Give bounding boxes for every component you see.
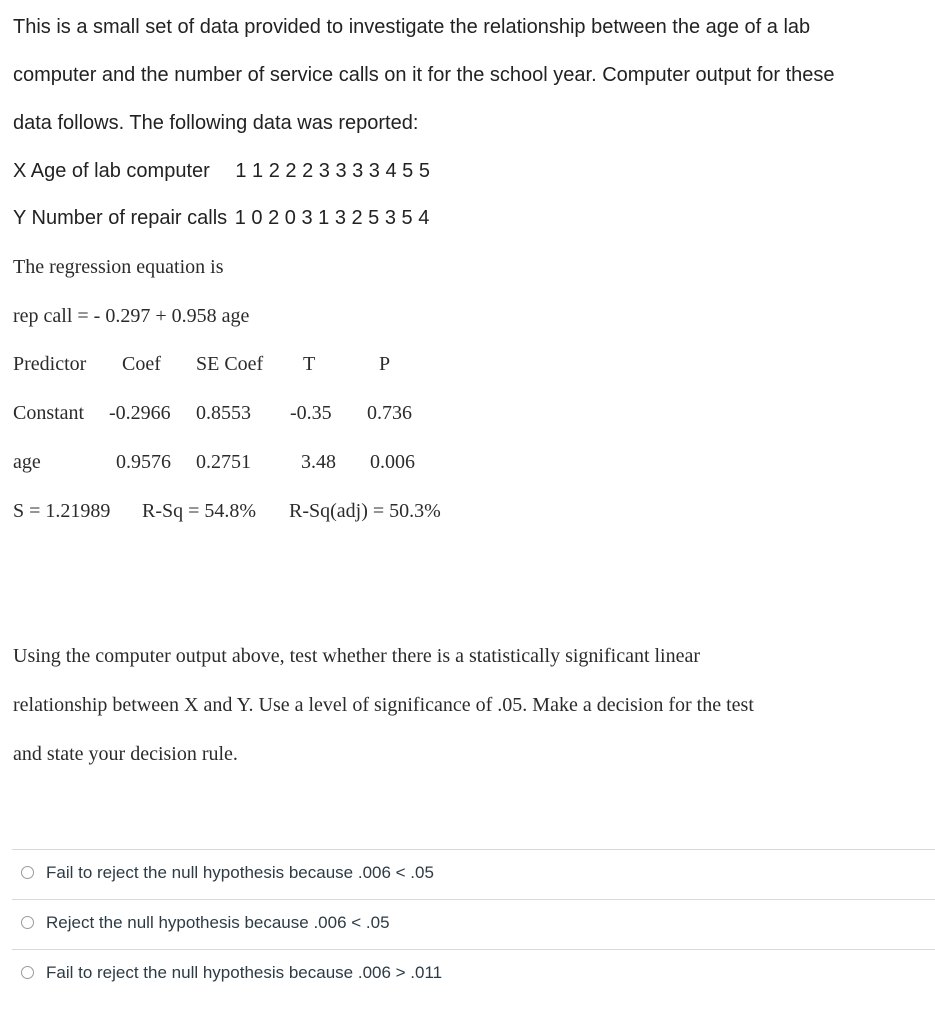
table-row-age-coef: 0.9576 bbox=[116, 451, 171, 473]
x-values: 1 1 2 2 2 3 3 3 3 4 5 5 bbox=[235, 160, 430, 182]
y-data-row bbox=[13, 207, 429, 230]
x-data-row bbox=[13, 160, 430, 183]
intro-line-2: computer and the number of service calls on it for the school year. Computer output for these bbox=[13, 64, 835, 86]
answer-option-3[interactable] bbox=[12, 949, 935, 998]
intro-line-1: This is a small set of data provided to investigate the relationship between the age of a lab bbox=[13, 16, 811, 38]
table-row-constant-predictor: Constant bbox=[13, 402, 85, 424]
answer-option-2[interactable] bbox=[12, 899, 935, 948]
question-line-1: Using the computer output above, test whether there is a statistically significant linear bbox=[13, 645, 701, 667]
intro-line-3: data follows. The following data was reported: bbox=[13, 112, 419, 134]
summary-s: S = 1.21989 bbox=[13, 500, 111, 522]
table-header-coef: Coef bbox=[122, 353, 161, 375]
question-line-2: relationship between X and Y. Use a level of significance of .05. Make a decision for the test bbox=[13, 694, 754, 716]
question-line-3: and state your decision rule. bbox=[13, 743, 238, 765]
table-row-constant-p: 0.736 bbox=[367, 402, 412, 424]
radio-button-icon[interactable] bbox=[21, 966, 34, 979]
table-row-age-t: 3.48 bbox=[301, 451, 336, 473]
equation-heading: The regression equation is bbox=[13, 256, 224, 278]
answer-option-label[interactable]: Reject the null hypothesis because .006 < .05 bbox=[46, 913, 390, 932]
radio-button-icon[interactable] bbox=[21, 916, 34, 929]
answer-option-label[interactable]: Fail to reject the null hypothesis because .006 > .011 bbox=[46, 963, 443, 982]
regression-equation: rep call = - 0.297 + 0.958 age bbox=[13, 305, 250, 327]
answer-option-1[interactable] bbox=[12, 849, 935, 898]
table-row-age-se-coef: 0.2751 bbox=[196, 451, 251, 473]
table-row-constant-se-coef: 0.8553 bbox=[196, 402, 251, 424]
summary-r-sq: R-Sq = 54.8% bbox=[142, 500, 257, 522]
summary-r-sq-adj: R-Sq(adj) = 50.3% bbox=[289, 500, 441, 522]
table-header-se-coef: SE Coef bbox=[196, 353, 264, 375]
answer-option-label[interactable]: Fail to reject the null hypothesis because .006 < .05 bbox=[46, 863, 434, 882]
y-label: Y Number of repair calls bbox=[13, 207, 228, 229]
radio-button-icon[interactable] bbox=[21, 866, 34, 879]
table-row-age-p: 0.006 bbox=[370, 451, 415, 473]
table-row-age-predictor: age bbox=[13, 451, 41, 473]
table-header-t: T bbox=[303, 353, 316, 375]
table-row-constant-coef: -0.2966 bbox=[109, 402, 171, 424]
y-values: 1 0 2 0 3 1 3 2 5 3 5 4 bbox=[234, 207, 430, 229]
table-header-p: P bbox=[379, 353, 391, 375]
x-label: X Age of lab computer bbox=[13, 160, 210, 182]
table-row-constant-t: -0.35 bbox=[290, 402, 332, 424]
table-header-predictor: Predictor bbox=[13, 353, 87, 375]
